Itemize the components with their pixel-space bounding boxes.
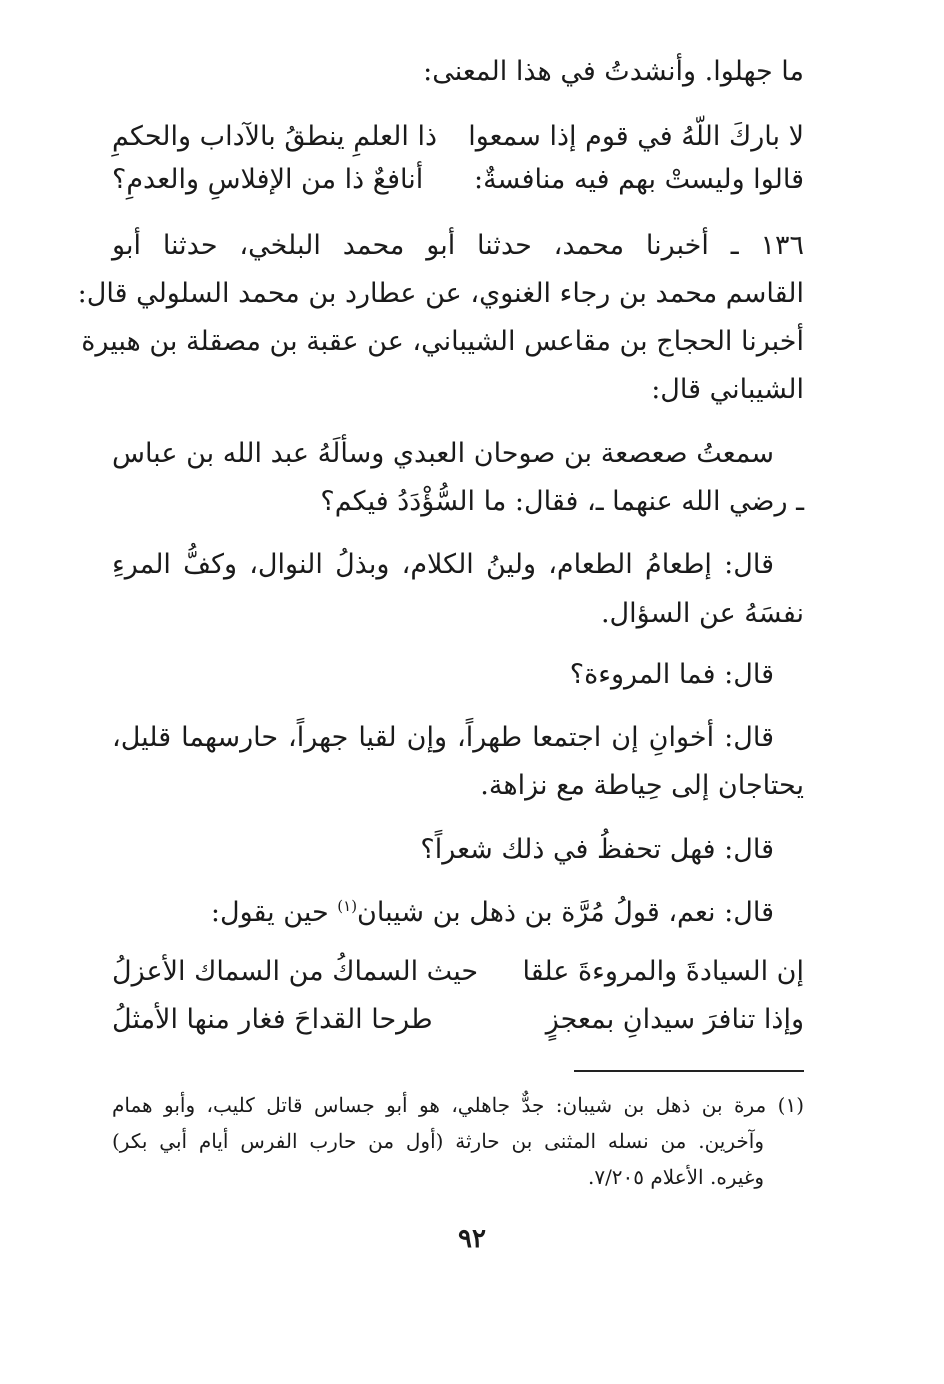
footnote-marker: (١) <box>337 897 358 915</box>
verse-hemistich: إن السيادةَ والمروءةَ علقا <box>522 956 804 987</box>
text-line: يحتاجان إلى حِياطة مع نزاهة. <box>480 770 804 801</box>
text-line: سمعتُ صعصعة بن صوحان العبدي وسألَهُ عبد الله بن عباس <box>112 438 774 469</box>
text-line <box>211 893 774 933</box>
text-line: القاسم محمد بن رجاء الغنوي، عن عطارد بن محمد السلولي قال: <box>77 278 804 309</box>
text-line: قال: فما المروءة؟ <box>569 659 774 690</box>
text-line: قال: أخوانِ إن اجتمعا طهراً، وإن لقيا جهراً، حارسهما قليل، <box>112 722 774 753</box>
text-line: ١٣٦ ـ أخبرنا محمد، حدثنا أبو محمد البلخي، حدثنا أبو <box>112 230 804 261</box>
text-line: ما جهلوا. وأنشدتُ في هذا المعنى: <box>423 56 804 87</box>
text-line: قال: إطعامُ الطعام، ولينُ الكلام، وبذلُ النوال، وكفُّ المرءِ <box>112 549 774 580</box>
footnote-separator <box>574 1070 804 1072</box>
verse-hemistich: لا باركَ اللّهُ في قوم إذا سمعوا <box>468 121 804 152</box>
text-segment: حين يقول: <box>210 897 338 928</box>
text-line: ـ رضي الله عنهما ـ، فقال: ما السُّؤْدَدُ فيكم؟ <box>320 486 804 517</box>
verse-hemistich: ذا العلمِ ينطقُ بالآداب والحكمِ <box>112 121 438 152</box>
verse-hemistich: طرحا القداحَ فغار منها الأمثلُ <box>112 1004 433 1035</box>
verse-hemistich: قالوا وليستْ بهم فيه منافسةٌ: <box>473 164 804 195</box>
text-segment: قال: نعم، قولُ مُرَّة بن ذهل بن شيبان <box>357 897 774 928</box>
verse-hemistich: أنافعٌ ذا من الإفلاسِ والعدمِ؟ <box>112 164 424 195</box>
verse-hemistich: وإذا تنافرَ سيدانِ بمعجزٍ <box>545 1004 804 1035</box>
text-line: أخبرنا الحجاج بن مقاعس الشيباني، عن عقبة بن مصقلة بن هبيرة <box>81 326 804 357</box>
text-line: نفسَهُ عن السؤال. <box>600 598 804 629</box>
text-line: قال: فهل تحفظُ في ذلك شعراً؟ <box>420 834 774 865</box>
text-line: الشيباني قال: <box>651 374 804 405</box>
footnote-line: (١) مرة بن ذهل بن شيبان: جدٌّ جاهلي، هو أبو جساس قاتل كليب، وأبو همام <box>112 1093 804 1117</box>
footnote-line: وغيره. الأعلام ٧/٢٠٥. <box>587 1165 764 1189</box>
footnote-line: وآخرين. من نسله المثنى بن حارثة (أول من حارب الفرس أيام أبي بكر) <box>112 1129 764 1153</box>
page-number: ٩٢ <box>458 1224 486 1254</box>
verse-hemistich: حيث السماكُ من السماك الأعزلُ <box>112 956 479 987</box>
